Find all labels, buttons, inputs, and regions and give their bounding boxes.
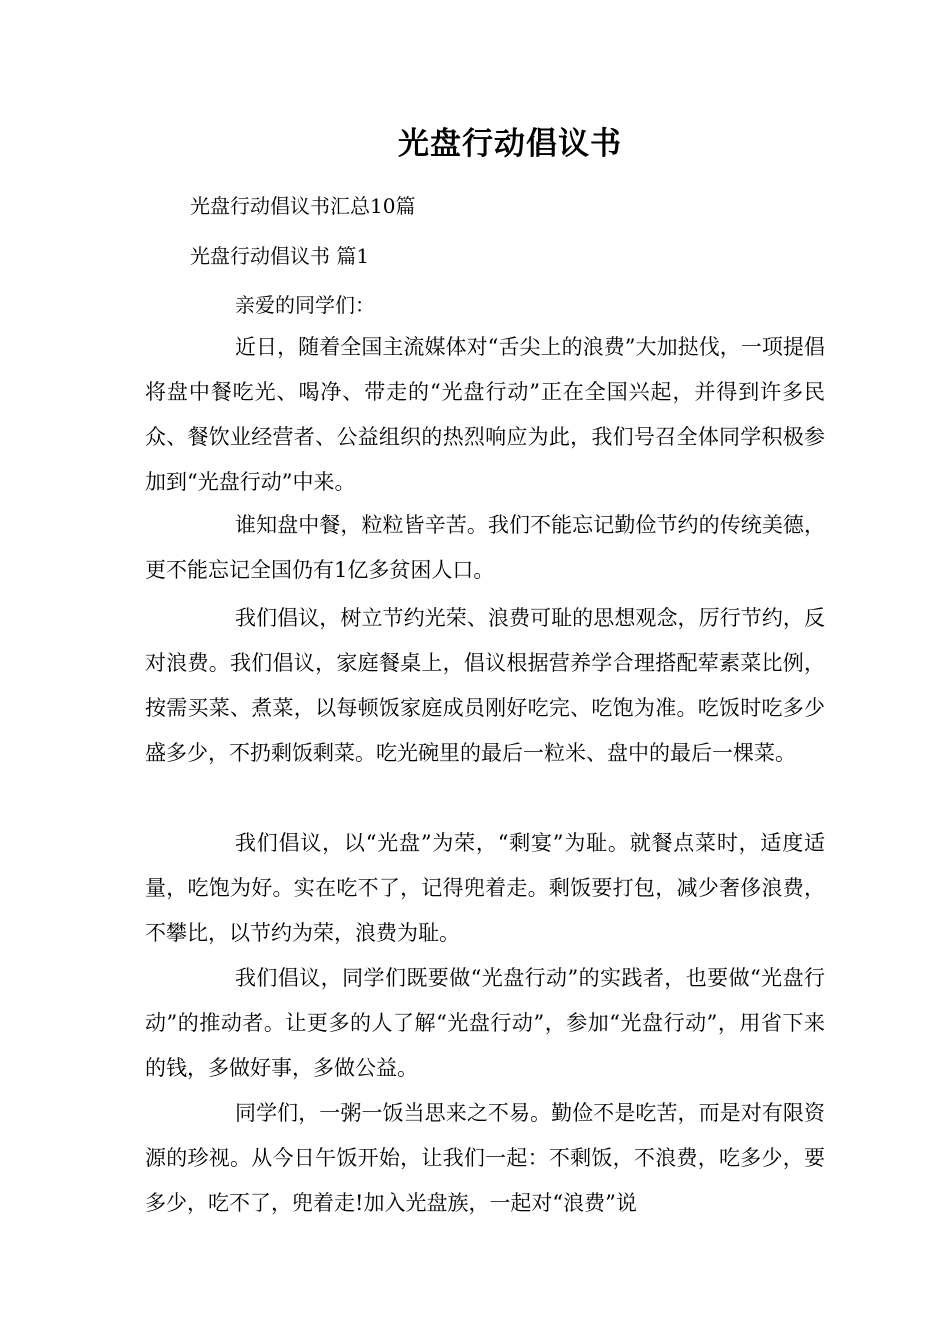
collection-subtitle: 光盘行动倡议书汇总10篇 bbox=[190, 194, 416, 218]
paragraph-5: 我们倡议，同学们既要做“光盘行动”的实践者，也要做“光盘行动”的推动者。让更多的人了解“光盘行动”，参加“光盘行动”，用省下来的钱，多做好事，多做公益。 bbox=[145, 966, 825, 1080]
document-title: 光盘行动倡议书 bbox=[398, 126, 622, 162]
section-subtitle: 光盘行动倡议书 篇1 bbox=[190, 244, 370, 268]
paragraph-6: 同学们，一粥一饭当思来之不易。勤俭不是吃苦，而是对有限资源的珍视。从今日午饭开始，让我们一起：不剩饭，不浪费，吃多少，要多少，吃不了，兜着走!加入光盘族，一起对“浪费”说 bbox=[145, 1101, 825, 1215]
paragraph-1: 近日，随着全国主流媒体对“舌尖上的浪费”大加挞伐，一项提倡将盘中餐吃光、喝净、带走的“光盘行动”正在全国兴起，并得到许多民众、餐饮业经营者、公益组织的热烈响应为此，我们号召全体同学积极参加到“光盘行动”中来。 bbox=[145, 335, 825, 494]
salutation: 亲爱的同学们： bbox=[235, 293, 375, 317]
paragraph-3: 我们倡议，树立节约光荣、浪费可耻的思想观念，厉行节约，反对浪费。我们倡议，家庭餐桌上，倡议根据营养学合理搭配荤素菜比例，按需买菜、煮菜，以每顿饭家庭成员刚好吃完、吃饱为准。吃饭时吃多少盛多少，不扔剩饭剩菜。吃光碗里的最后一粒米、盘中的最后一棵菜。 bbox=[145, 606, 825, 765]
paragraph-4: 我们倡议，以“光盘”为荣，“剩宴”为耻。就餐点菜时，适度适量，吃饱为好。实在吃不了，记得兜着走。剩饭要打包，减少奢侈浪费，不攀比，以节约为荣，浪费为耻。 bbox=[145, 831, 825, 945]
paragraph-2: 谁知盘中餐，粒粒皆辛苦。我们不能忘记勤俭节约的传统美德，更不能忘记全国仍有1亿多贫困人口。 bbox=[145, 513, 825, 582]
